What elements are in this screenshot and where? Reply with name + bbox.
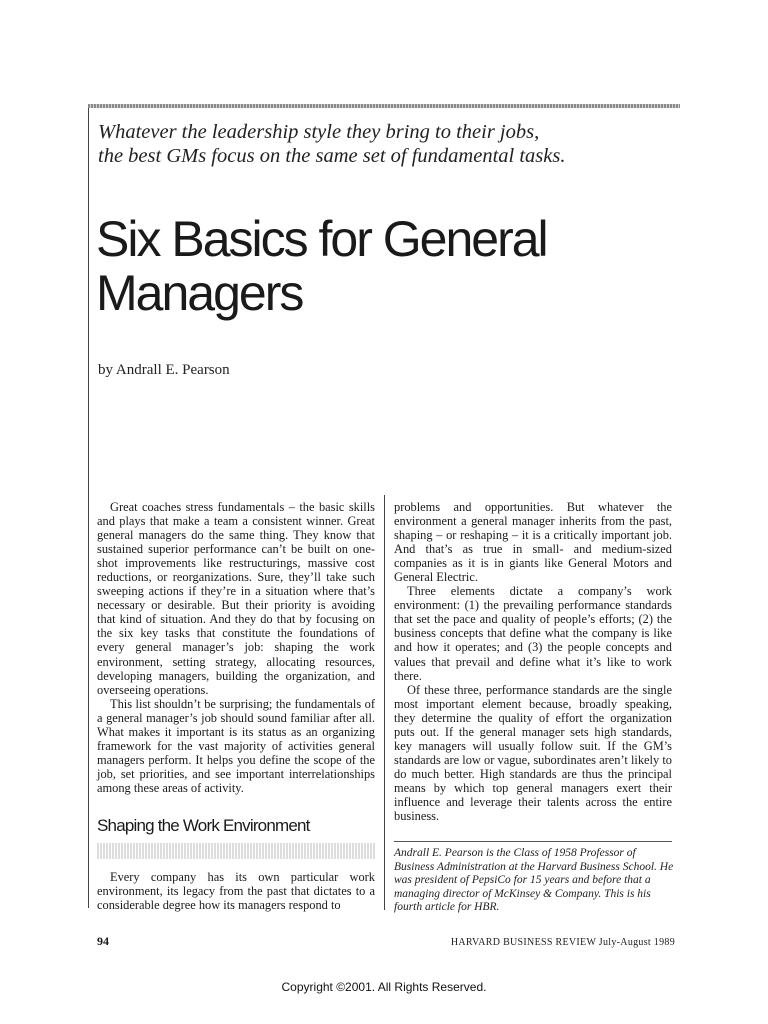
left-margin-rule (88, 108, 89, 908)
page-number: 94 (97, 934, 109, 948)
section-heading-rule (97, 843, 375, 859)
running-footer: HARVARD BUSINESS REVIEW July-August 1989 (450, 937, 675, 948)
byline: by Andrall E. Pearson (98, 362, 230, 378)
paragraph: This list shouldn’t be surprising; the fundamentals of a general manager’s job should sound familiar after all. What makes it important is its status as an organizing framework for the vast majority of activities general managers perform. It helps you define the scope of the job, set priorities, and see important interrelationships among these areas of activity. (97, 696, 375, 795)
paragraph: Three elements dictate a company’s work environment: (1) the prevailing performance standards that set the pace and quality of people’s efforts; (2) the business concepts that define what the company is like and how it operates; and (3) the people concepts and values that prevail and define what it’s like to work there. (394, 584, 672, 683)
column-1 (97, 500, 375, 795)
column-2 (394, 500, 672, 823)
author-bio: Andrall E. Pearson is the Class of 1958 Professor of Business Administration at the Harvard Business School. He was president of PepsiCo for 15 years and before that a managing director of McKinsey & Company. This is his fourth article for HBR. (394, 847, 674, 914)
title-line-1: Six Basics for General (96, 211, 547, 267)
deck-line-1: Whatever the leadership style they bring to their jobs, (98, 121, 540, 143)
paragraph: Every company has its own particular work environment, its legacy from the past that dictates to a considerable degree how its managers respond to (97, 870, 375, 913)
top-rule (88, 104, 680, 108)
author-bio-rule (394, 841, 672, 842)
deck-line-2: the best GMs focus on the same set of fundamental tasks. (98, 145, 566, 167)
column-1-continued (97, 870, 375, 912)
paragraph: Of these three, performance standards are the single most important element because, broadly speaking, they determine the quality of effort the organization puts out. If the general manager sets high standards, key managers will usually follow suit. If the GM’s standards are low or vague, subordinates aren’t likely to do much better. High standards are thus the principal means by which top general managers exert their influence and leverage their talents across the entire business. (394, 682, 672, 824)
copyright-notice: Copyright ©2001. All Rights Reserved. (281, 980, 487, 994)
deck (98, 120, 678, 168)
article-title (96, 212, 676, 320)
title-line-2: Managers (96, 265, 303, 321)
section-heading: Shaping the Work Environment (97, 816, 310, 835)
paragraph: Great coaches stress fundamentals – the basic skills and plays that make a team a consistent winner. Great general managers do the same thing. They know that sustained superior performance can’t be built on one-shot improvements like restructurings, massive cost reductions, or reorganizations. Sure, they’ll take such sweeping actions if they’re in a situation where that’s necessary or desirable. But their priority is avoiding that kind of situation. And they do that by focusing on the six key tasks that constitute the foundations of every general manager’s job: shaping the work environment, setting strategy, allocating resources, developing managers, building the organization, and overseeing operations. (97, 500, 375, 697)
column-divider-rule (384, 495, 385, 910)
paragraph: problems and opportunities. But whatever the environment a general manager inherits from the past, shaping – or reshaping – it is a critically important job. And that’s as true in small- and medium-sized companies as it is in giants like General Motors and General Electric. (394, 500, 672, 585)
